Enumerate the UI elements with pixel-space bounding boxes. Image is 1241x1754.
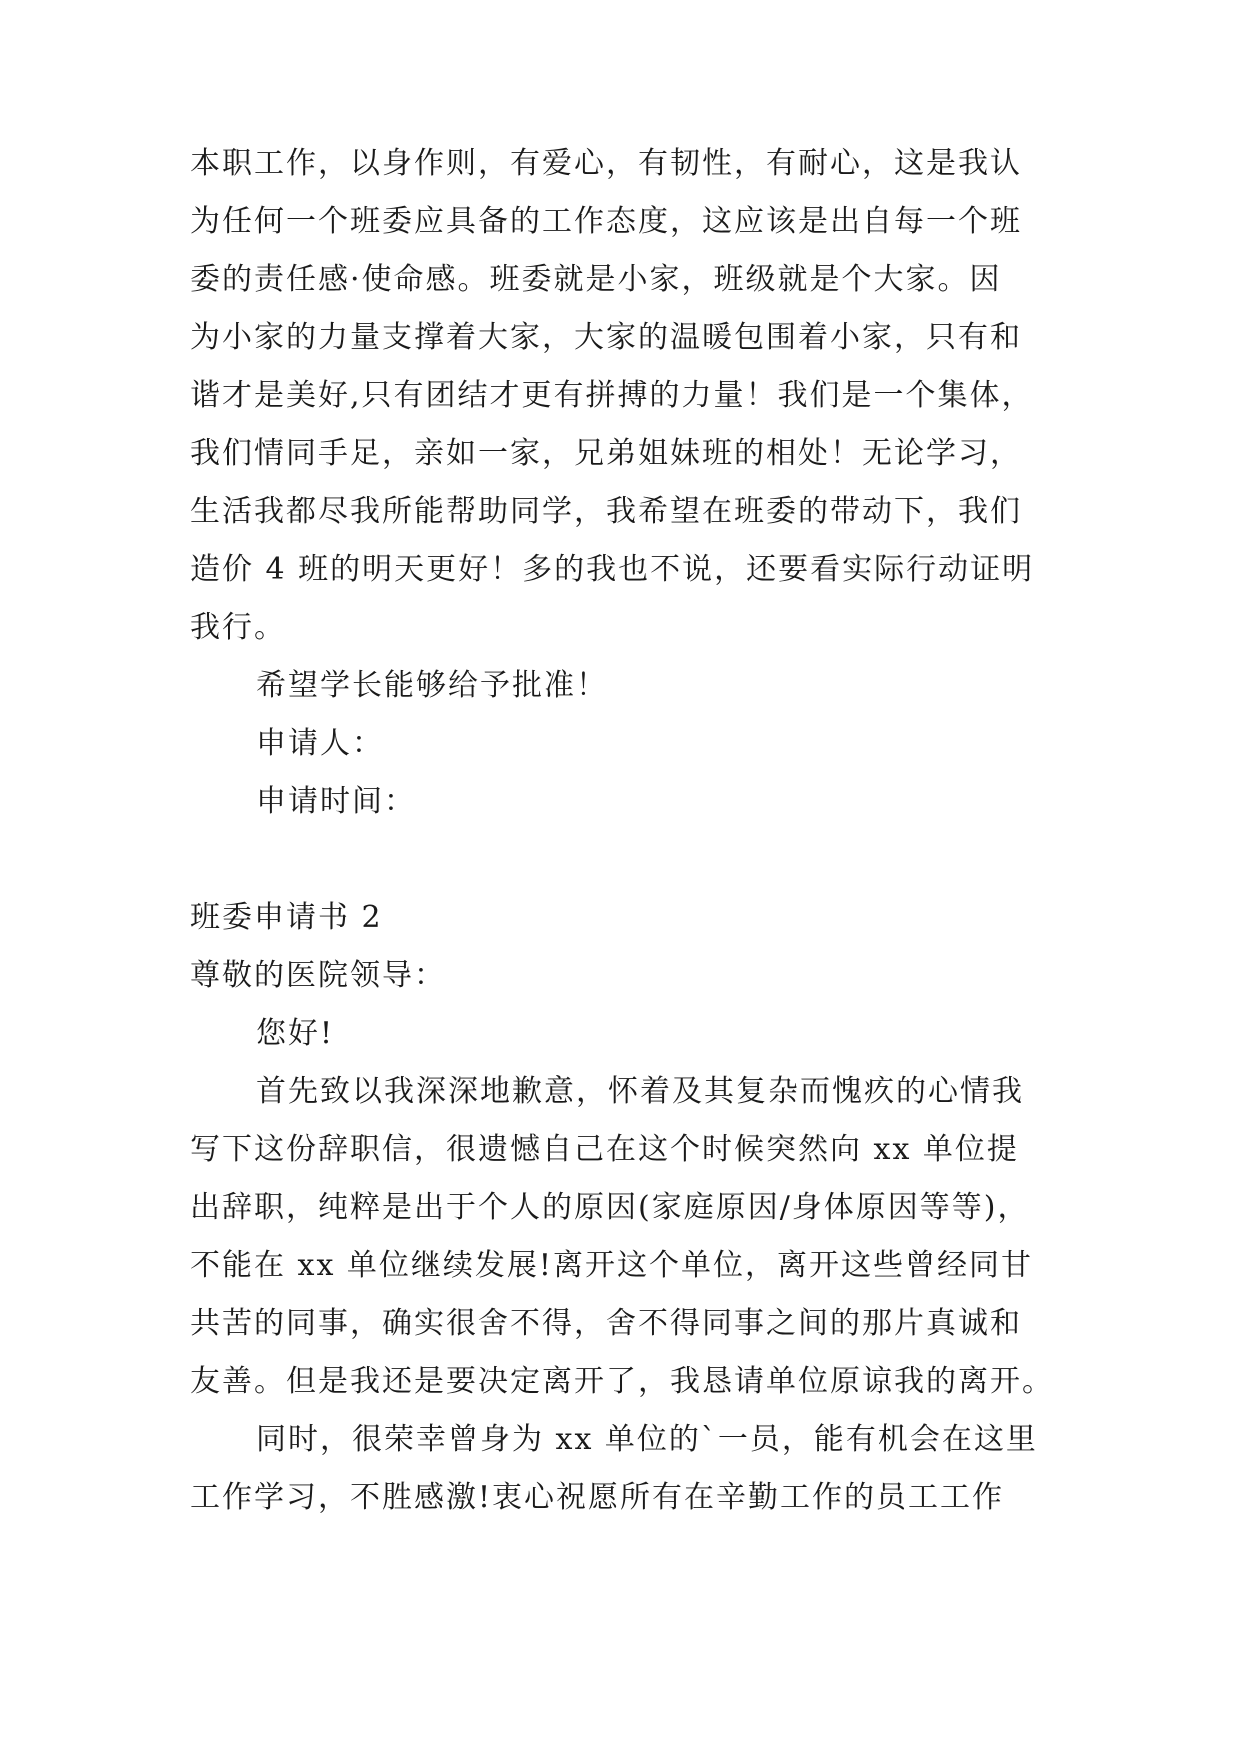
paragraph-line: 工作学习，不胜感激!衷心祝愿所有在辛勤工作的员工工作 (190, 1480, 1005, 1515)
paragraph-line: 写下这份辞职信，很遗憾自己在这个时候突然向 xx 单位提 (190, 1132, 1019, 1167)
greeting: 您好! (256, 1016, 335, 1051)
body-line: 生活我都尽我所能帮助同学，我希望在班委的带动下，我们 (190, 494, 1022, 529)
body-line: 我们情同手足，亲如一家，兄弟姐妹班的相处！无论学习， (190, 436, 1022, 471)
body-line: 委的责任感·使命感。班委就是小家，班级就是个大家。因 (190, 262, 1002, 297)
body-line: 谐才是美好,只有团结才更有拼搏的力量！我们是一个集体， (190, 378, 1034, 413)
section-title: 班委申请书 2 (190, 900, 383, 935)
date-label: 申请时间： (256, 784, 416, 819)
paragraph-line: 首先致以我深深地歉意，怀着及其复杂而愧疚的心情我 (256, 1074, 1024, 1109)
body-line: 为任何一个班委应具备的工作态度，这应该是出自每一个班 (190, 204, 1022, 239)
body-line: 为小家的力量支撑着大家，大家的温暖包围着小家，只有和 (190, 320, 1022, 355)
paragraph-line: 不能在 xx 单位继续发展!离开这个单位，离开这些曾经同甘 (190, 1248, 1033, 1283)
closing-hope: 希望学长能够给予批准！ (256, 668, 608, 703)
paragraph-line: 同时，很荣幸曾身为 xx 单位的`一员，能有机会在这里 (256, 1422, 1038, 1457)
body-line: 我行。 (190, 610, 286, 645)
applicant-label: 申请人： (256, 726, 384, 761)
document-body (190, 135, 1060, 1527)
section-gap (190, 831, 1060, 889)
paragraph-line: 友善。但是我还是要决定离开了，我恳请单位原谅我的离开。 (190, 1364, 1054, 1399)
body-line: 造价 4 班的明天更好！多的我也不说，还要看实际行动证明 (190, 552, 1035, 587)
paragraph-line: 出辞职，纯粹是出于个人的原因(家庭原因/身体原因等等)， (190, 1190, 1030, 1225)
salutation: 尊敬的医院领导： (190, 958, 446, 993)
body-line: 本职工作，以身作则，有爱心，有韧性，有耐心，这是我认 (190, 146, 1022, 181)
paragraph-line: 共苦的同事，确实很舍不得，舍不得同事之间的那片真诚和 (190, 1306, 1022, 1341)
